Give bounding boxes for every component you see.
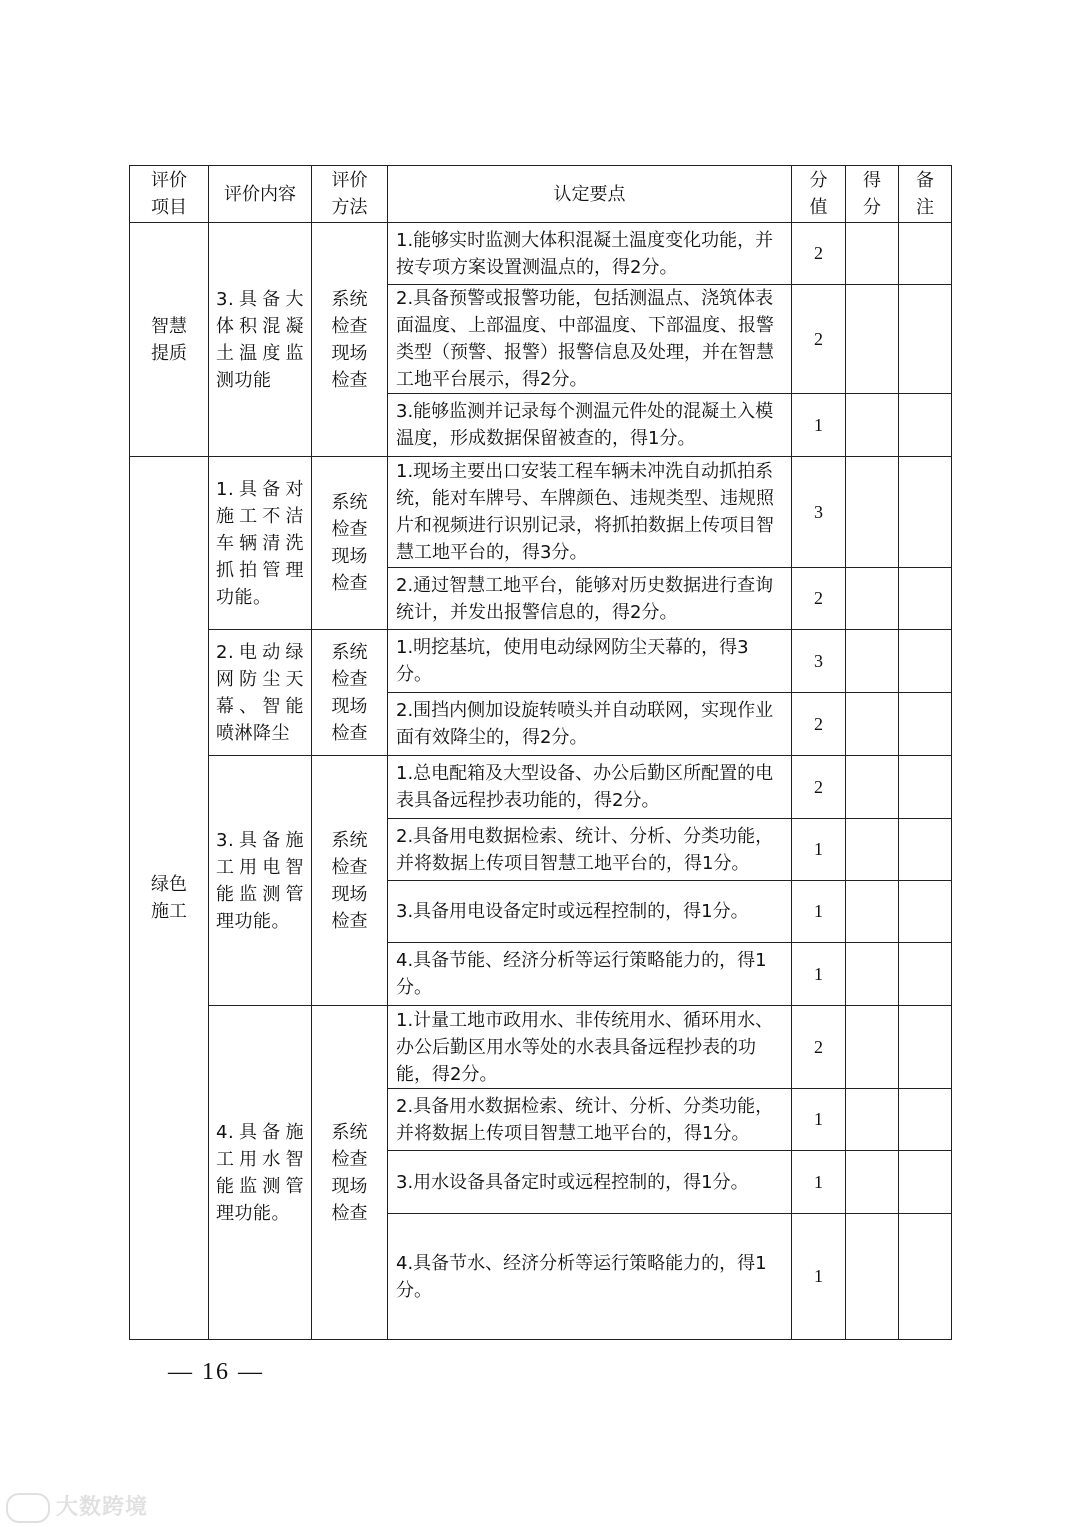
table-row bbox=[130, 223, 952, 285]
got-cell bbox=[846, 819, 899, 881]
method-cell: 系统检查现场检查 bbox=[312, 756, 388, 1006]
remark-cell bbox=[899, 630, 952, 693]
score-cell: 3 bbox=[792, 457, 846, 568]
method-cell: 系统检查现场检查 bbox=[312, 457, 388, 630]
header-method: 评价方法 bbox=[312, 166, 388, 223]
point-cell: 1.明挖基坑，使用电动绿网防尘天幕的，得3分。 bbox=[388, 630, 792, 693]
score-cell: 2 bbox=[792, 1006, 846, 1089]
got-cell bbox=[846, 693, 899, 756]
point-cell: 3.能够监测并记录每个测温元件处的混凝土入模温度，形成数据保留被查的，得1分。 bbox=[388, 394, 792, 457]
point-cell: 4.具备节能、经济分析等运行策略能力的，得1分。 bbox=[388, 943, 792, 1006]
got-cell bbox=[846, 1214, 899, 1340]
got-cell bbox=[846, 1006, 899, 1089]
got-cell bbox=[846, 630, 899, 693]
got-cell bbox=[846, 1151, 899, 1214]
point-cell: 1.计量工地市政用水、非传统用水、循环用水、办公后勤区用水等处的水表具备远程抄表的功能，得2分。 bbox=[388, 1006, 792, 1089]
point-cell: 2.围挡内侧加设旋转喷头并自动联网，实现作业面有效降尘的，得2分。 bbox=[388, 693, 792, 756]
score-cell: 1 bbox=[792, 1089, 846, 1151]
score-cell: 3 bbox=[792, 630, 846, 693]
got-cell bbox=[846, 394, 899, 457]
content-cell: 3.具备大体积混凝土温度监测功能 bbox=[209, 223, 312, 457]
got-cell bbox=[846, 223, 899, 285]
got-cell bbox=[846, 1089, 899, 1151]
page-number: — 16 — bbox=[168, 1359, 264, 1385]
method-cell: 系统检查现场检查 bbox=[312, 630, 388, 756]
score-cell: 1 bbox=[792, 943, 846, 1006]
point-cell: 1.总电配箱及大型设备、办公后勤区所配置的电表具备远程抄表功能的，得2分。 bbox=[388, 756, 792, 819]
point-cell: 2.通过智慧工地平台，能够对历史数据进行查询统计，并发出报警信息的，得2分。 bbox=[388, 568, 792, 630]
project-cell: 绿色施工 bbox=[130, 457, 209, 1340]
evaluation-table bbox=[129, 165, 952, 1340]
score-cell: 2 bbox=[792, 223, 846, 285]
score-cell: 2 bbox=[792, 693, 846, 756]
remark-cell bbox=[899, 457, 952, 568]
content-cell: 1.具备对施工不洁车辆清洗抓拍管理功能。 bbox=[209, 457, 312, 630]
remark-cell bbox=[899, 1214, 952, 1340]
table-row bbox=[130, 630, 952, 693]
watermark bbox=[6, 1490, 148, 1523]
header-got: 得分 bbox=[846, 166, 899, 223]
header-content: 评价内容 bbox=[209, 166, 312, 223]
remark-cell bbox=[899, 756, 952, 819]
score-cell: 1 bbox=[792, 1151, 846, 1214]
table-row bbox=[130, 457, 952, 568]
score-cell: 2 bbox=[792, 285, 846, 394]
got-cell bbox=[846, 943, 899, 1006]
point-cell: 3.具备用电设备定时或远程控制的，得1分。 bbox=[388, 881, 792, 943]
score-cell: 1 bbox=[792, 394, 846, 457]
table-header-row bbox=[130, 166, 952, 223]
point-cell: 2.具备用水数据检索、统计、分析、分类功能，并将数据上传项目智慧工地平台的，得1分。 bbox=[388, 1089, 792, 1151]
score-cell: 1 bbox=[792, 1214, 846, 1340]
table-row bbox=[130, 1006, 952, 1089]
remark-cell bbox=[899, 819, 952, 881]
method-cell: 系统检查现场检查 bbox=[312, 1006, 388, 1340]
remark-cell bbox=[899, 1151, 952, 1214]
header-project: 评价项目 bbox=[130, 166, 209, 223]
remark-cell bbox=[899, 394, 952, 457]
remark-cell bbox=[899, 568, 952, 630]
point-cell: 3.用水设备具备定时或远程控制的，得1分。 bbox=[388, 1151, 792, 1214]
project-cell: 智慧提质 bbox=[130, 223, 209, 457]
header-score: 分值 bbox=[792, 166, 846, 223]
method-cell: 系统检查现场检查 bbox=[312, 223, 388, 457]
remark-cell bbox=[899, 881, 952, 943]
content-cell: 3.具备施工用电智能监测管理功能。 bbox=[209, 756, 312, 1006]
content-cell: 2.电动绿网防尘天幕、智能喷淋降尘 bbox=[209, 630, 312, 756]
remark-cell bbox=[899, 693, 952, 756]
point-cell: 2.具备用电数据检索、统计、分析、分类功能，并将数据上传项目智慧工地平台的，得1分。 bbox=[388, 819, 792, 881]
score-cell: 1 bbox=[792, 881, 846, 943]
content-cell: 4.具备施工用水智能监测管理功能。 bbox=[209, 1006, 312, 1340]
remark-cell bbox=[899, 943, 952, 1006]
score-cell: 2 bbox=[792, 568, 846, 630]
header-remark: 备注 bbox=[899, 166, 952, 223]
point-cell: 2.具备预警或报警功能，包括测温点、浇筑体表面温度、上部温度、中部温度、下部温度、报警类型（预警、报警）报警信息及处理，并在智慧工地平台展示，得2分。 bbox=[388, 285, 792, 394]
remark-cell bbox=[899, 1089, 952, 1151]
watermark-logo-icon bbox=[6, 1493, 50, 1523]
score-cell: 2 bbox=[792, 756, 846, 819]
header-points: 认定要点 bbox=[388, 166, 792, 223]
got-cell bbox=[846, 568, 899, 630]
table-row bbox=[130, 756, 952, 819]
got-cell bbox=[846, 457, 899, 568]
got-cell bbox=[846, 881, 899, 943]
remark-cell bbox=[899, 223, 952, 285]
point-cell: 4.具备节水、经济分析等运行策略能力的，得1分。 bbox=[388, 1214, 792, 1340]
score-cell: 1 bbox=[792, 819, 846, 881]
got-cell bbox=[846, 285, 899, 394]
remark-cell bbox=[899, 285, 952, 394]
point-cell: 1.能够实时监测大体积混凝土温度变化功能，并按专项方案设置测温点的，得2分。 bbox=[388, 223, 792, 285]
point-cell: 1.现场主要出口安装工程车辆未冲洗自动抓拍系统，能对车牌号、车牌颜色、违规类型、违规照片和视频进行识别记录，将抓拍数据上传项目智慧工地平台的，得3分。 bbox=[388, 457, 792, 568]
remark-cell bbox=[899, 1006, 952, 1089]
got-cell bbox=[846, 756, 899, 819]
watermark-text: 大数跨境 bbox=[56, 1495, 149, 1520]
